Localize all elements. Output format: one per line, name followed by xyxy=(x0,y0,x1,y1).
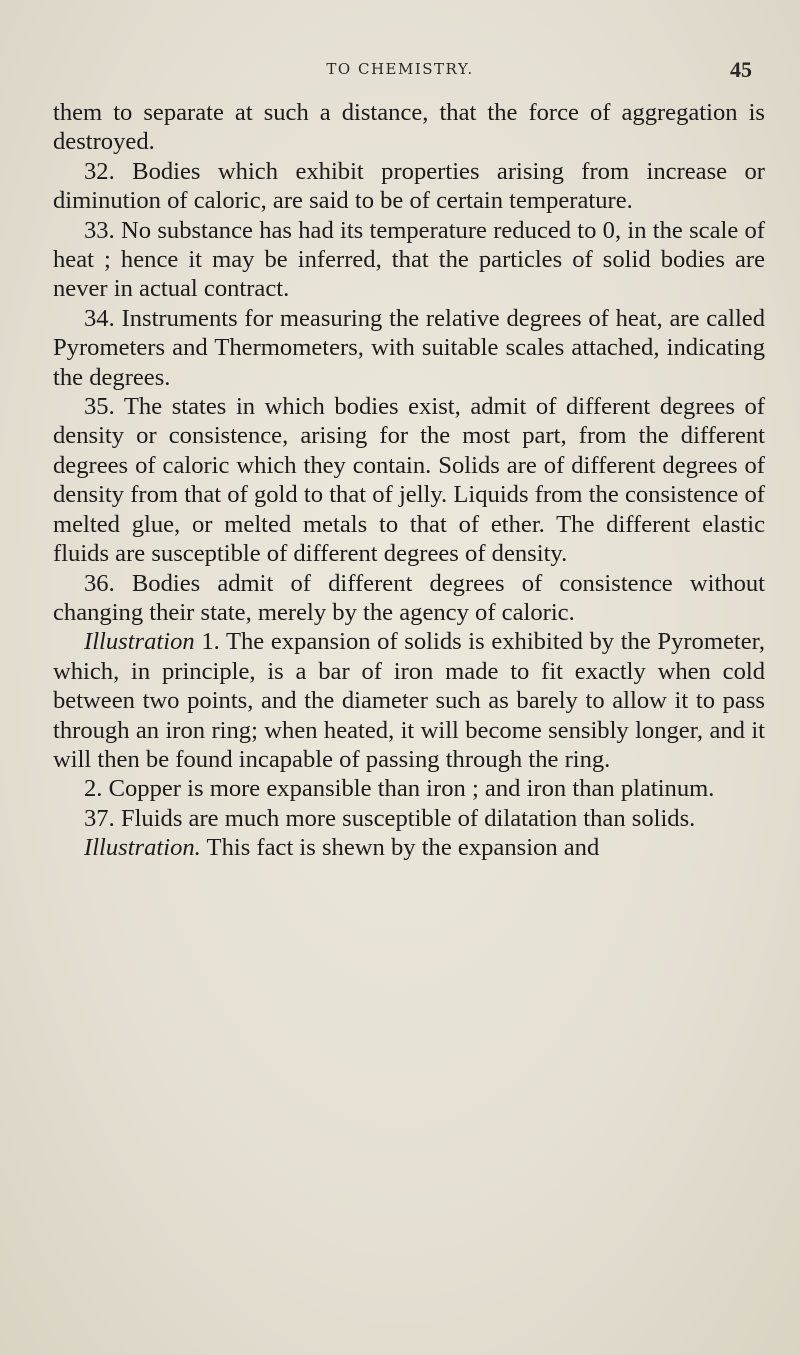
paragraph-text: 2. Copper is more expansible than iron ; and iron than platinum. xyxy=(84,775,715,803)
illustration-label: Illustration. xyxy=(84,834,201,862)
paragraph-text: This fact is shewn by the expansion and xyxy=(200,834,600,862)
paragraph-text: 32. Bodies which exhibit properties arising from increase or diminution of caloric, are said to be of certain temperature. xyxy=(53,157,765,215)
illustration-2 xyxy=(53,774,765,803)
paragraph-36 xyxy=(53,569,765,628)
page-body xyxy=(53,98,765,863)
paragraph-text: 34. Instruments for measuring the relative degrees of heat, are called Pyrometers and Thermometers, with suitable scales attached, indicating the degrees. xyxy=(53,304,765,391)
paragraph-33 xyxy=(53,216,765,304)
paragraph-text: 35. The states in which bodies exist, admit of different degrees of density or consistence, arising for the most part, from the different degrees of caloric which they contain. Solids are of different degrees of density from that of gold to that of jelly. Liquids from the consistence of melted glue, or melted metals to that of ether. The different elastic fluids are susceptible of different degrees of density. xyxy=(53,393,765,568)
illustration-label: Illustration xyxy=(84,628,195,656)
page-header xyxy=(0,57,800,90)
paragraph-text: 37. Fluids are much more susceptible of dilatation than solids. xyxy=(84,804,696,832)
illustration-fluids xyxy=(53,833,765,862)
illustration-1 xyxy=(53,627,765,774)
paragraph-34 xyxy=(53,304,765,392)
paragraph-32 xyxy=(53,157,765,216)
paragraph-text: 33. No substance has had its temperature reduced to 0, in the scale of heat ; hence it may be inferred, that the particles of solid bodies are never in actual contract. xyxy=(53,216,765,303)
paragraph-text: them to separate at such a distance, that the force of aggregation is destroyed. xyxy=(53,99,765,156)
paragraph-35 xyxy=(53,392,765,568)
page-number: 45 xyxy=(730,57,752,82)
paragraph-text: 1. The expansion of solids is exhibited by the Pyrometer, which, in principle, is a bar of iron made to fit exactly when cold between two points, and the diameter such as barely to allow it to pass through an iron ring; when heated, it will become sensibly longer, and it will then be found incapable of passing through the ring. xyxy=(53,628,765,773)
paragraph-37 xyxy=(53,804,765,833)
paragraph-text: 36. Bodies admit of different degrees of consistence without changing their state, merely by the agency of caloric. xyxy=(53,569,765,626)
running-head: TO CHEMISTRY. xyxy=(326,60,474,78)
paragraph-continuation xyxy=(53,98,765,157)
